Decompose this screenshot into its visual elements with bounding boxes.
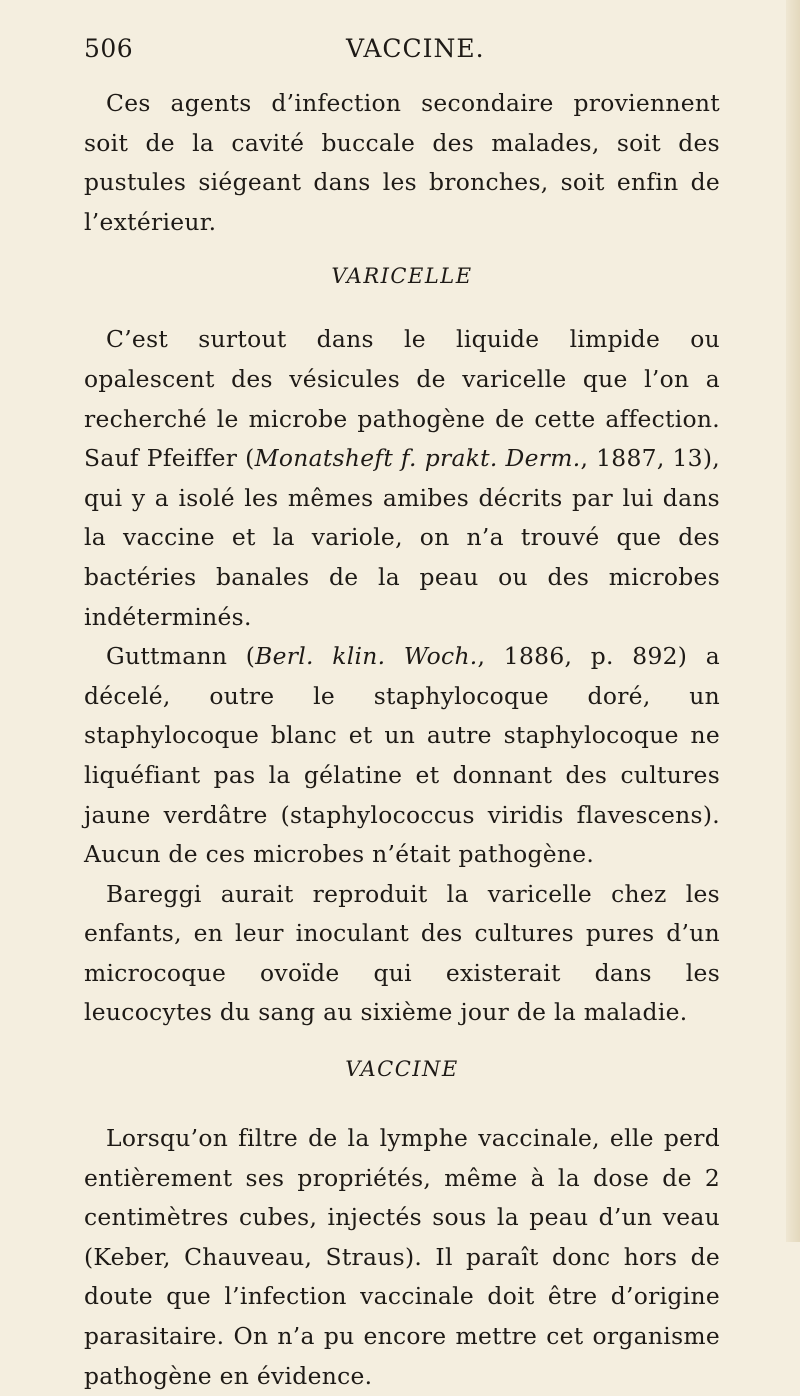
paragraph-varicelle-microbe xyxy=(84,320,720,637)
page-edge xyxy=(786,0,800,1242)
paragraph-bareggi: Bareggi aurait reproduit la varicelle chez les enfants, en leur inoculant des cultures pures d’un microcoque ovoïde qui existerait dans les leucocytes du sang au sixième jour de la maladie. xyxy=(84,879,720,1027)
paragraph-vaccine-lymph: Lorsqu’on filtre de la lymphe vaccinale, elle perd entièrement ses propriétés, même à la dose de 2 centimètres cubes, injectés sous la peau d’un veau (Keber, Chauveau, Straus). Il paraît donc hors de doute que l’infection vaccinale doit être d’origine parasitaire. On n’a pu encore mettre cet organisme pathogène en évidence. xyxy=(84,1124,720,1390)
citation: Berl. klin. Woch. xyxy=(255,642,478,671)
page-number: 506 xyxy=(84,34,134,63)
paragraph-guttmann xyxy=(84,637,720,875)
paragraph-secondary-infection: Ces agents d’infection secondaire proviennent soit de la cavité buccale des malades, soit des pustules siégeant dans les bronches, soit enfin de l’extérieur. xyxy=(84,89,720,236)
paragraph-text: , 1887, 13), qui y a isolé les mêmes amibes décrits par lui dans la vaccine et la variole, on n’a trouvé que des bactéries banales de la peau ou des microbes indéterminés. xyxy=(84,444,720,631)
paragraph-text: , 1886, p. 892) a décelé, outre le staphylocoque doré, un staphylocoque blanc et un autre staphylocoque ne liquéfiant pas la gélatine et donnant des cultures jaune verdâtre (staphylococcus viridis flavescens). Aucun de ces microbes n’était pathogène. xyxy=(84,642,720,869)
paragraph-text: Guttmann ( xyxy=(106,642,256,671)
running-title: VACCINE. xyxy=(346,34,485,63)
paragraph-text: C’est surtout dans le liquide limpide ou opalescent des vésicules de varicelle que l’on a recherché le microbe pathogène de cette affection. Sauf Pfeiffer ( xyxy=(84,325,720,473)
section-heading-varicelle: VARICELLE xyxy=(331,264,473,289)
section-heading-vaccine: VACCINE xyxy=(345,1057,459,1082)
citation: Monatsheft f. prakt. Derm. xyxy=(254,444,581,473)
body-text xyxy=(84,84,720,1396)
page-header xyxy=(84,34,714,66)
